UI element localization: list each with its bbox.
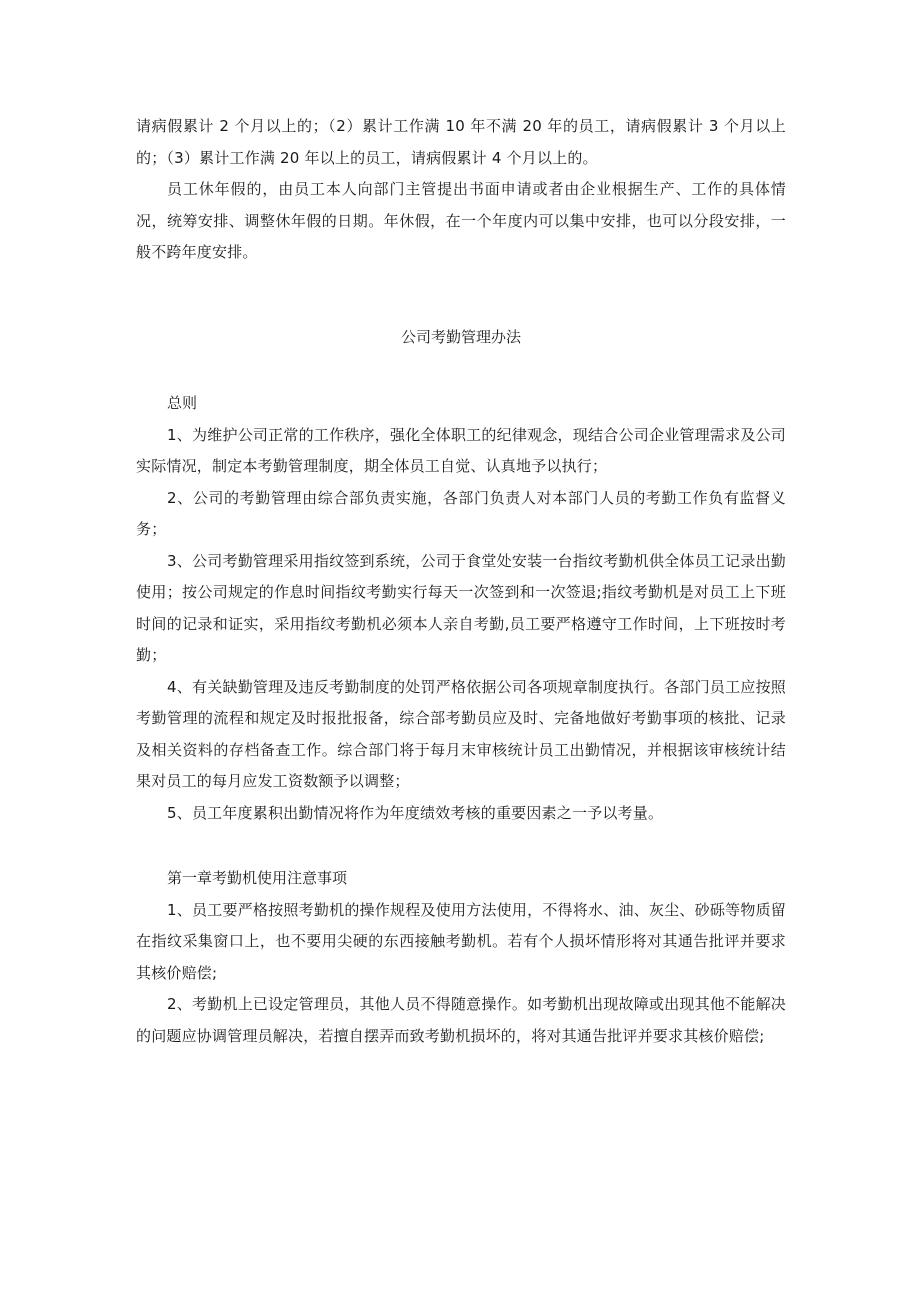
section-heading-chapter1: 第一章考勤机使用注意事项 [167, 869, 348, 887]
general-item-5: 5、员工年度累积出勤情况将作为年度绩效考核的重要因素之一予以考量。 [167, 803, 664, 822]
document-title: 公司考勤管理办法 [400, 327, 521, 346]
paragraph-annual-leave: 员工休年假的，由员工本人向部门主管提出书面申请或者由企业根据生产、工作的具体情况，统筹安排、调整休年假的日期。年休假，在一个年度内可以集中安排，也可以分段安排，一般不跨年度安排。 [136, 180, 786, 261]
chapter1-item-1: 1、员工要严格按照考勤机的操作规程及使用方法使用，不得将水、油、灰尘、砂砾等物质留在指纹采集窗口上，也不要用尖硬的东西接触考勤机。若有个人损坏情形将对其通告批评并要求其核价赔偿; [136, 900, 786, 982]
paragraph-sick-leave-continued: 请病假累计 2 个月以上的；（2）累计工作满 10 年不满 20 年的员工，请病假累计 3 个月以上的；（3）累计工作满 20 年以上的员工，请病假累计 4 个月以上的。 [136, 117, 786, 167]
general-item-2: 2、公司的考勤管理由综合部负责实施，各部门负责人对本部门人员的考勤工作负有监督义务； [136, 488, 786, 538]
chapter1-item-2: 2、考勤机上已设定管理员，其他人员不得随意操作。如考勤机出现故障或出现其他不能解决的问题应协调管理员解决，若擅自摆弄而致考勤机损坏的，将对其通告批评并要求其核价赔偿; [136, 995, 786, 1045]
section-heading-general: 总则 [167, 394, 198, 412]
general-item-3: 3、公司考勤管理采用指纹签到系统，公司于食堂处安装一台指纹考勤机供全体员工记录出勤使用；按公司规定的作息时间指纹考勤实行每天一次签到和一次签退;指纹考勤机是对员工上下班时间的记录和证实，采用指纹考勤机必须本人亲自考勤,员工要严格遵守工作时间，上下班按时考勤； [136, 551, 786, 664]
document-page [136, 111, 786, 1052]
general-item-1: 1、为维护公司正常的工作秩序，强化全体职工的纪律观念，现结合公司企业管理需求及公司实际情况，制定本考勤管理制度，期全体员工自觉、认真地予以执行； [136, 425, 786, 475]
general-item-4: 4、有关缺勤管理及违反考勤制度的处罚严格依据公司各项规章制度执行。各部门员工应按照考勤管理的流程和规定及时报批报备，综合部考勤员应及时、完备地做好考勤事项的核批、记录及相关资料的存档备查工作。综合部门将于每月末审核统计员工出勤情况，并根据该审核统计结果对员工的每月应发工资数额予以调整； [136, 677, 786, 790]
